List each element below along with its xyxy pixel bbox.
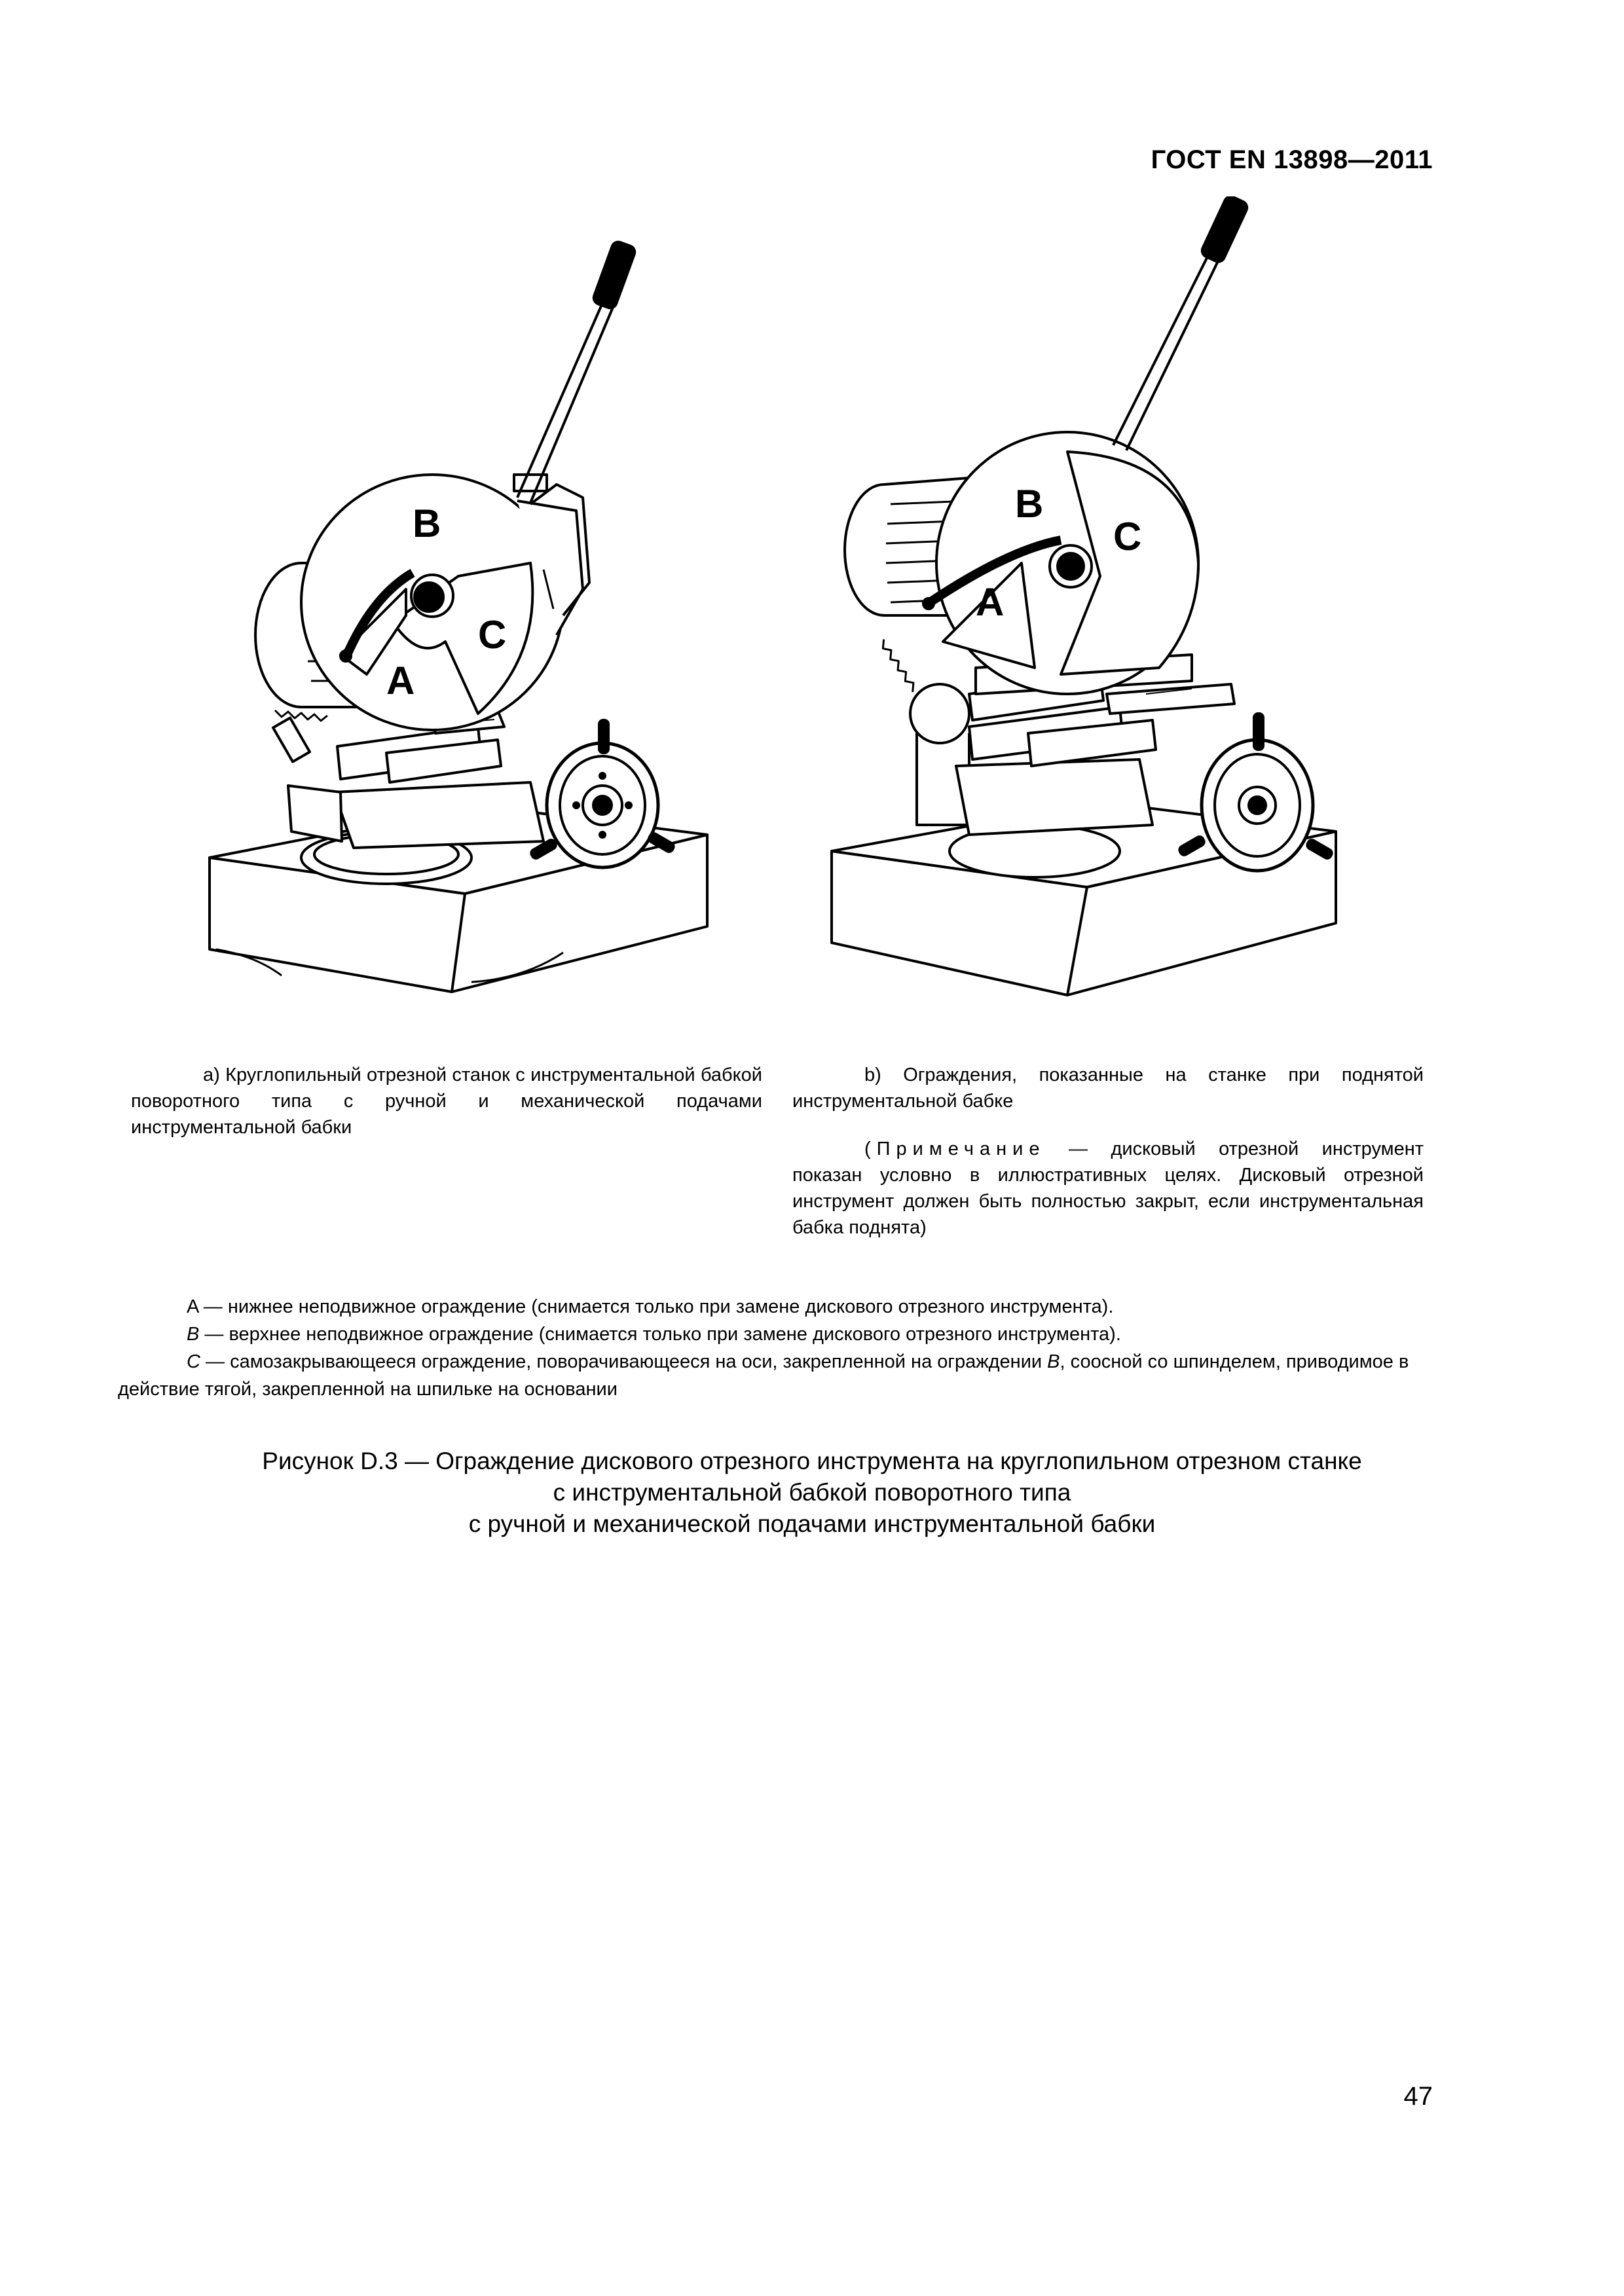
page-header-standard: ГОСТ EN 13898—2011 — [1151, 145, 1433, 174]
figure-a-label-b: B — [413, 501, 441, 545]
legend-text-c-1: — самозакрывающееся ограждение, поворачивающееся на оси, закрепленной на ограждении — [200, 1351, 1048, 1372]
figure-a-label-a: A — [386, 659, 415, 702]
legend — [118, 1293, 1447, 1403]
subcaption-b: b) Ограждения, показанные на станке при поднятой инструментальной бабке — [792, 1065, 1424, 1112]
legend-text-b: — верхнее неподвижное ограждение (снимается только при замене дискового отрезного инструмента). — [199, 1324, 1121, 1345]
legend-key-c: C — [187, 1351, 200, 1372]
page-number: 47 — [1403, 2082, 1433, 2111]
figure-b-label-a: A — [976, 580, 1005, 624]
legend-key-a: A — [187, 1296, 198, 1317]
figure-a-label-c: C — [478, 613, 507, 657]
figure-b-saw-raised — [825, 196, 1375, 1034]
legend-key-b: B — [187, 1324, 200, 1345]
caption-line-3: с ручной и механической подачами инструментальной бабки — [468, 1510, 1156, 1537]
legend-item-a — [118, 1293, 1447, 1321]
note-body: — дисковый отрезной инструмент показан условно в иллюстративных целях. Дисковый отрезной инструмент должен быть полностью закрыт, если инструментальная бабка поднята) — [792, 1139, 1424, 1238]
legend-text-a: — нижнее неподвижное ограждение (снимается только при замене дискового отрезного инструмента). — [198, 1296, 1114, 1317]
figure-a-saw-lowered — [190, 196, 714, 1034]
figure-b-label-b: B — [1015, 482, 1044, 526]
figure-caption — [0, 1446, 1624, 1540]
subcaption-a: a) Круглопильный отрезной станок с инструментальной бабкой поворотного типа с ручной и механической подачами инструментальной бабки — [131, 1065, 762, 1138]
legend-item-b — [118, 1321, 1447, 1348]
caption-line-1: Рисунок D.3 — Ограждение дискового отрезного инструмента на круглопильном отрезном станке — [262, 1448, 1362, 1474]
note-b — [792, 1136, 1424, 1241]
note-prefix: (Примечание — [864, 1139, 1046, 1159]
legend-key-c-2: B — [1047, 1351, 1060, 1372]
caption-line-2: с инструментальной бабкой поворотного типа — [553, 1479, 1071, 1506]
figure-b-label-c: C — [1113, 515, 1142, 558]
legend-text-c-2: , соосной со шпинделем, приводимое в действие тягой, закрепленной на шпильке на основании — [118, 1351, 1409, 1400]
legend-item-c — [118, 1348, 1447, 1403]
